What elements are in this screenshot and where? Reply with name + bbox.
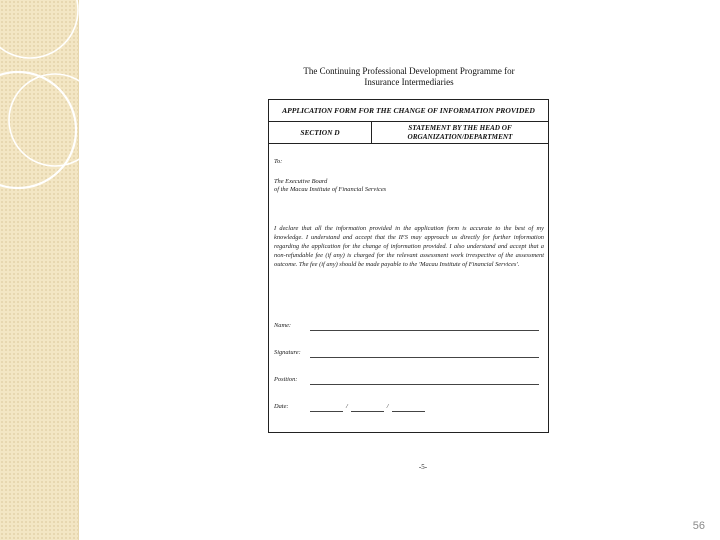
form-header: APPLICATION FORM FOR THE CHANGE OF INFORMATION PROVIDED [269,100,548,122]
position-field[interactable] [310,378,539,385]
document-title-line-2: Insurance Intermediaries [364,77,454,87]
statement-heading-line-1: STATEMENT BY THE HEAD OF [408,124,512,133]
date-day-field[interactable] [310,405,343,412]
date-field [310,403,425,412]
date-separator-1: / [346,403,348,410]
position-label: Position: [274,376,298,383]
document-title [268,66,550,88]
decor-arc-top [0,0,78,58]
date-month-field[interactable] [351,405,384,412]
section-label: SECTION D [269,122,372,143]
name-field[interactable] [310,324,539,331]
to-label: To: [274,158,283,165]
name-field-row [274,322,544,331]
declaration-text: I declare that all the information provided in the application form is accurate to the best of my knowledge. I understand and accept that the IFS may approach us directly for further information regarding the application for the change of information provided. I also understand and accept that a non-refundable fee (if any) is charged for the relevant assessment work irrespective of the assessment outcome. The fee (if any) should be made payable to the 'Macau Institute of Financial Services'. [274,225,544,269]
date-separator-2: / [386,403,389,410]
section-row [269,122,548,144]
date-field-row [274,403,544,412]
addressee-line-1: The Executive Board [274,178,328,185]
date-label: Date: [274,403,289,410]
signature-field-row [274,349,544,358]
statement-heading [372,122,548,143]
name-label: Name: [274,322,292,329]
signature-field[interactable] [310,351,539,358]
decor-arc-large [0,72,76,188]
decor-arc-small [9,74,101,166]
document-title-line-1: The Continuing Professional Development Programme for [303,66,515,76]
position-field-row [274,376,544,385]
document-page-marker: -5- [418,463,428,471]
application-form [268,99,549,433]
slide-page-number: 56 [692,520,705,532]
statement-heading-line-2: ORGANIZATION/DEPARTMENT [407,132,513,141]
signature-label: Signature: [274,349,301,356]
decorative-circles [0,0,130,230]
date-year-field[interactable] [392,405,425,412]
addressee-line-2: of the Macau Institute of Financial Services [274,186,387,193]
